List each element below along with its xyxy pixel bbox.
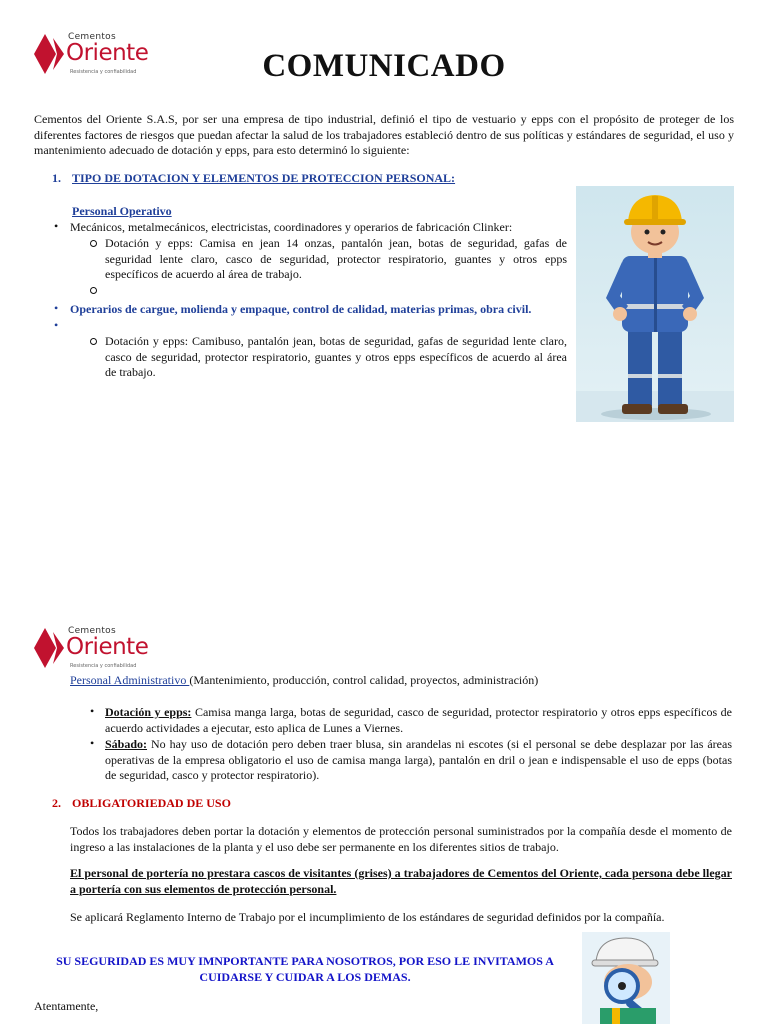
signoff: Atentamente, bbox=[34, 999, 99, 1013]
admin-title: Personal Administrativo bbox=[70, 673, 190, 687]
circle-bullet bbox=[90, 240, 97, 247]
section-1-number: 1. bbox=[52, 171, 61, 185]
logo-small-text: Cementos bbox=[68, 32, 116, 42]
bullet-dot: • bbox=[54, 301, 59, 315]
company-logo-2 bbox=[34, 626, 174, 676]
inspector-illustration bbox=[582, 932, 670, 1024]
section-2-paragraph-2: El personal de portería no prestara cascos de visitantes (grises) a trabajadores de Cementos del Oriente, cada persona debe llegar a portería con sus elementos de protección personal. bbox=[70, 866, 732, 896]
section-2-number: 2. bbox=[52, 796, 61, 810]
admin-b1-label: Dotación y epps: bbox=[105, 705, 192, 719]
page-title: COMUNICADO bbox=[262, 48, 506, 84]
admin-b1-text: Camisa manga larga, botas de seguridad, casco de seguridad, protector respiratorio y otros epps específicos de acuerdo actividades a ejecutar, esto aplica de Lunes a Viernes. bbox=[105, 705, 732, 735]
closing-message: SU SEGURIDAD ES MUY IMNPORTANTE PARA NOSOTROS, POR ESO LE INVITAMOS A CUIDARSE Y CUIDAR A LOS DEMAS. bbox=[56, 954, 554, 984]
section-2-title: OBLIGATORIEDAD DE USO bbox=[72, 796, 231, 810]
logo-tagline: Resistencia y confiabilidad bbox=[70, 663, 137, 669]
logo-diamond-icon bbox=[34, 628, 64, 668]
circle-bullet bbox=[90, 338, 97, 345]
bullet-dot-empty: • bbox=[54, 318, 59, 332]
worker-illustration bbox=[576, 186, 734, 422]
logo-small-text: Cementos bbox=[68, 626, 116, 636]
section-2-paragraph-1: Todos los trabajadores deben portar la dotación y elementos de protección personal suministrados por la compañía desde el momento de ingreso a las instalaciones de la planta y el uso debe ser permanente en los diferentes sitios de trabajo. bbox=[70, 824, 732, 854]
section-1-title: TIPO DE DOTACION Y ELEMENTOS DE PROTECCION PERSONAL: bbox=[72, 171, 456, 185]
operativo-sub-2: Dotación y epps: Camibuso, pantalón jean, botas de seguridad, gafas de seguridad lente claro, casco de seguridad, protector respiratorio, guantes y otros epps específicos de acuerdo al área de trabajo. bbox=[105, 334, 567, 379]
intro-paragraph: Cementos del Oriente S.A.S, por ser una empresa de tipo industrial, definió el tipo de vestuario y epps con el propósito de proteger de los diferentes factores de riesgos que puedan afectar la salud de los trabajadores estableció dentro de sus políticas y estándares de seguridad, el uso y mantenimiento adecuado de dotación y epps, para esto determinó lo siguiente: bbox=[34, 112, 734, 157]
logo-tagline: Resistencia y confiabilidad bbox=[70, 69, 137, 75]
admin-b2-label: Sábado: bbox=[105, 737, 148, 751]
operativo-bullet-2: Operarios de cargue, molienda y empaque, control de calidad, materias primas, obra civil. bbox=[70, 302, 532, 316]
operativo-sub-1: Dotación y epps: Camisa en jean 14 onzas, pantalón jean, botas de seguridad, gafas de seguridad lente claro, casco de seguridad, protector respiratorio, guantes y otros epps específicos de acuerdo al área de trabajo. bbox=[105, 236, 567, 281]
admin-title-rest: (Mantenimiento, producción, control calidad, proyectos, administración) bbox=[189, 673, 539, 687]
circle-bullet-empty bbox=[90, 287, 97, 294]
logo-brand-name: Oriente bbox=[66, 40, 149, 66]
bullet-dot: • bbox=[90, 704, 95, 718]
admin-heading-line bbox=[70, 673, 730, 688]
operativo-bullet-1: Mecánicos, metalmecánicos, electricistas, coordinadores y operarios de fabricación Clinker: bbox=[70, 220, 513, 234]
operativo-title: Personal Operativo bbox=[72, 204, 172, 218]
admin-b2-text: No hay uso de dotación pero deben traer blusa, sin arandelas ni escotes (si el personal se debe desplazar por las áreas operativas de la empresa obligatorio el uso de camisa manga larga), pantalón en dril o jean e indispensable el uso de epps (botas de seguridad, casco y protector respiratorio). bbox=[105, 737, 732, 782]
bullet-dot: • bbox=[90, 736, 95, 750]
bullet-dot: • bbox=[54, 219, 59, 233]
admin-bullet-1 bbox=[105, 705, 732, 736]
section-2-paragraph-3: Se aplicará Reglamento Interno de Trabajo por el incumplimiento de los estándares de seguridad definidos por la compañía. bbox=[70, 910, 665, 924]
logo-brand-name: Oriente bbox=[66, 634, 149, 660]
admin-bullet-2 bbox=[105, 737, 732, 784]
